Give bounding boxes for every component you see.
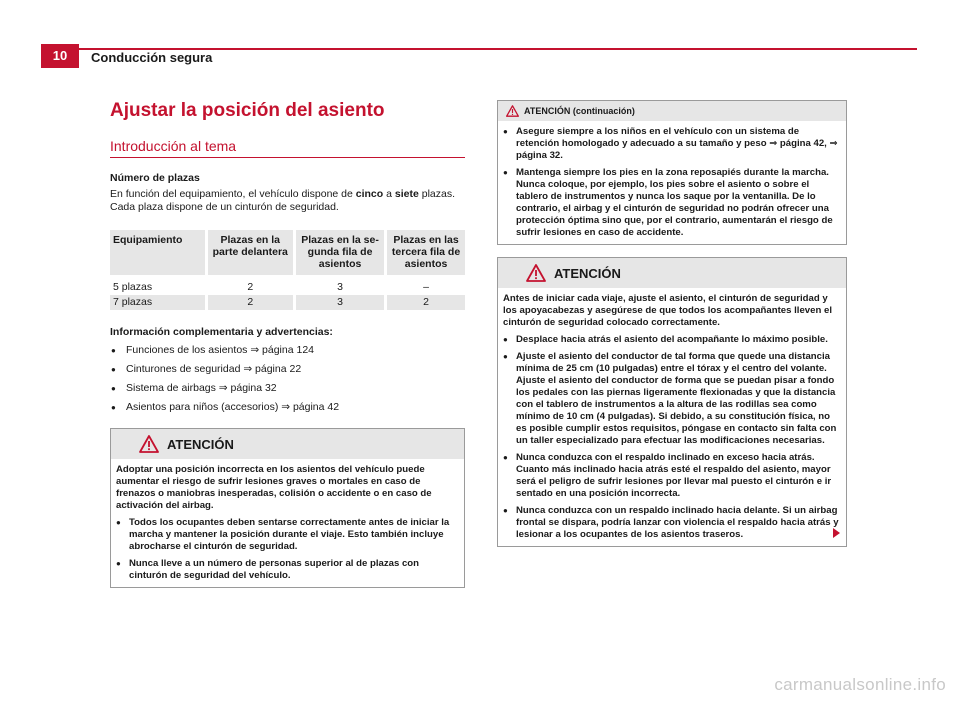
- left-column: [110, 100, 465, 588]
- table-header: Equipamiento: [110, 230, 206, 275]
- info-heading: Información complementaria y advertencias:: [110, 326, 333, 338]
- running-title: Conducción segura: [91, 50, 213, 65]
- warning-bullet: ● Mantenga siempre los pies en la zona reposapiés durante la marcha. Nunca coloque, por ejemplo, los pies sobre el asiento o sobre el tablero de instrumentos y nunca los saque por la ventanilla. De lo contrario, el airbag y el cinturón de seguridad no podrán ofrecer una protección óptima sino que, por el contrario, aumentarán el riesgo de sufrir lesiones en caso de accidente.: [503, 167, 842, 239]
- info-link[interactable]: ● Sistema de airbags ⇒ página 32: [110, 382, 465, 395]
- warning-body: [498, 288, 846, 546]
- table-cell: 3: [295, 295, 386, 310]
- warning-body: [111, 459, 464, 587]
- table-cell: –: [423, 281, 429, 293]
- watermark: carmanualsonline.info: [774, 675, 946, 694]
- warning-header: [498, 258, 846, 288]
- warning-triangle-icon: [526, 264, 546, 282]
- info-link[interactable]: ● Asientos para niños (accesorios) ⇒ página 42: [110, 401, 465, 414]
- warning-bullet: ● Todos los ocupantes deben sentarse correctamente antes de iniciar la marcha y mantener la posición durante el viaje. Esto también incluye abrocharse el cinturón de seguridad.: [116, 517, 460, 553]
- table-header: Plazas en la parte delantera: [206, 230, 295, 275]
- section-subtitle: Introducción al tema: [110, 138, 465, 158]
- table-cell: 7 plazas: [110, 295, 206, 310]
- warning-triangle-icon: [139, 435, 159, 453]
- continued-warning-box: [497, 100, 847, 245]
- table-cell: 3: [295, 280, 386, 295]
- warning-title: ATENCIÓN: [554, 265, 621, 281]
- continued-warning-header: [498, 101, 846, 121]
- table-cell: 2: [386, 295, 465, 310]
- warning-paragraph: Antes de iniciar cada viaje, ajuste el asiento, el cinturón de seguridad y los apoyacabezas y asegúrese de que todos los acompañantes lleven el cinturón de seguridad colocado correctamente.: [503, 293, 832, 328]
- warning-bullet: ● Ajuste el asiento del conductor de tal forma que quede una distancia mínima de 25 cm (10 pulgadas) entre el tórax y el centro del volante. Ajuste el asiento del conductor de forma que se puedan pisar a fondo los pedales con las piernas ligeramente flexionadas y que la distancia con el tablero de instrumentos a la altura de las rodillas sea como mínimo de 10 cm (4 pulgadas). Si debido, a su constitución física, no es posible cumplir estos requisitos, póngase en contacto sin falta con un taller especializado para efectuar las modificaciones necesarias.: [503, 351, 842, 447]
- right-column: [497, 100, 847, 547]
- info-link[interactable]: ● Funciones de los asientos ⇒ página 124: [110, 344, 465, 357]
- table-cell: 2: [206, 280, 295, 295]
- seats-heading: Número de plazas: [110, 172, 200, 184]
- seats-intro: En función del equipamiento, el vehículo dispone de cinco a siete plazas. Cada plaza dispone de un cinturón de seguridad.: [110, 188, 456, 213]
- seats-table: [110, 230, 465, 310]
- warning-title: ATENCIÓN: [167, 436, 234, 452]
- info-list: [110, 344, 465, 414]
- continue-arrow-icon[interactable]: [833, 528, 840, 538]
- warning-triangle-icon: [506, 105, 519, 117]
- continued-warning-body: [498, 121, 846, 244]
- warning-box: [497, 257, 847, 547]
- warning-bullet: ● Nunca conduzca con un respaldo inclinado hacia delante. Si un airbag frontal se dispara, podría lanzar con violencia el respaldo hacia atrás y lesionar a los ocupantes de los asientos traseros.: [503, 505, 842, 541]
- info-link[interactable]: ● Cinturones de seguridad ⇒ página 22: [110, 363, 465, 376]
- warning-bullet: ● Nunca lleve a un número de personas superior al de plazas con cinturón de seguridad del vehículo.: [116, 558, 460, 582]
- section-title: Ajustar la posición del asiento: [110, 100, 385, 121]
- table-header: Plazas en las tercera fila de asientos: [386, 230, 465, 275]
- warning-box: [110, 428, 465, 588]
- warning-header: [111, 429, 464, 459]
- warning-bullet: ● Desplace hacia atrás el asiento del acompañante lo máximo posible.: [503, 334, 842, 346]
- warning-bullet: ● Nunca conduzca con el respaldo inclinado en exceso hacia atrás. Cuanto más inclinado hacia atrás esté el respaldo del asiento, mayor será el peligro de sufrir lesiones por llevar mal puesto el cinturón e ir sentado en una posición incorrecta.: [503, 452, 842, 500]
- warning-bullet: ● Asegure siempre a los niños en el vehículo con un sistema de retención homologado y adecuado a su tamaño y peso ⇒ página 42, ⇒ página 32.: [503, 126, 842, 162]
- page-number: 10: [41, 44, 79, 68]
- table-row: [110, 280, 465, 295]
- continued-warning-title: ATENCIÓN (continuación): [524, 106, 635, 116]
- table-cell: 2: [206, 295, 295, 310]
- table-header: Plazas en la se- gunda fila de asientos: [295, 230, 386, 275]
- table-cell: 5 plazas: [110, 280, 206, 295]
- warning-paragraph: Adoptar una posición incorrecta en los asientos del vehículo puede aumentar el riesgo de sufrir lesiones graves o mortales en caso de frenazos o maniobras inesperadas, colisión o accidente o en caso de activación del airbag.: [116, 464, 432, 511]
- table-row: [110, 295, 465, 310]
